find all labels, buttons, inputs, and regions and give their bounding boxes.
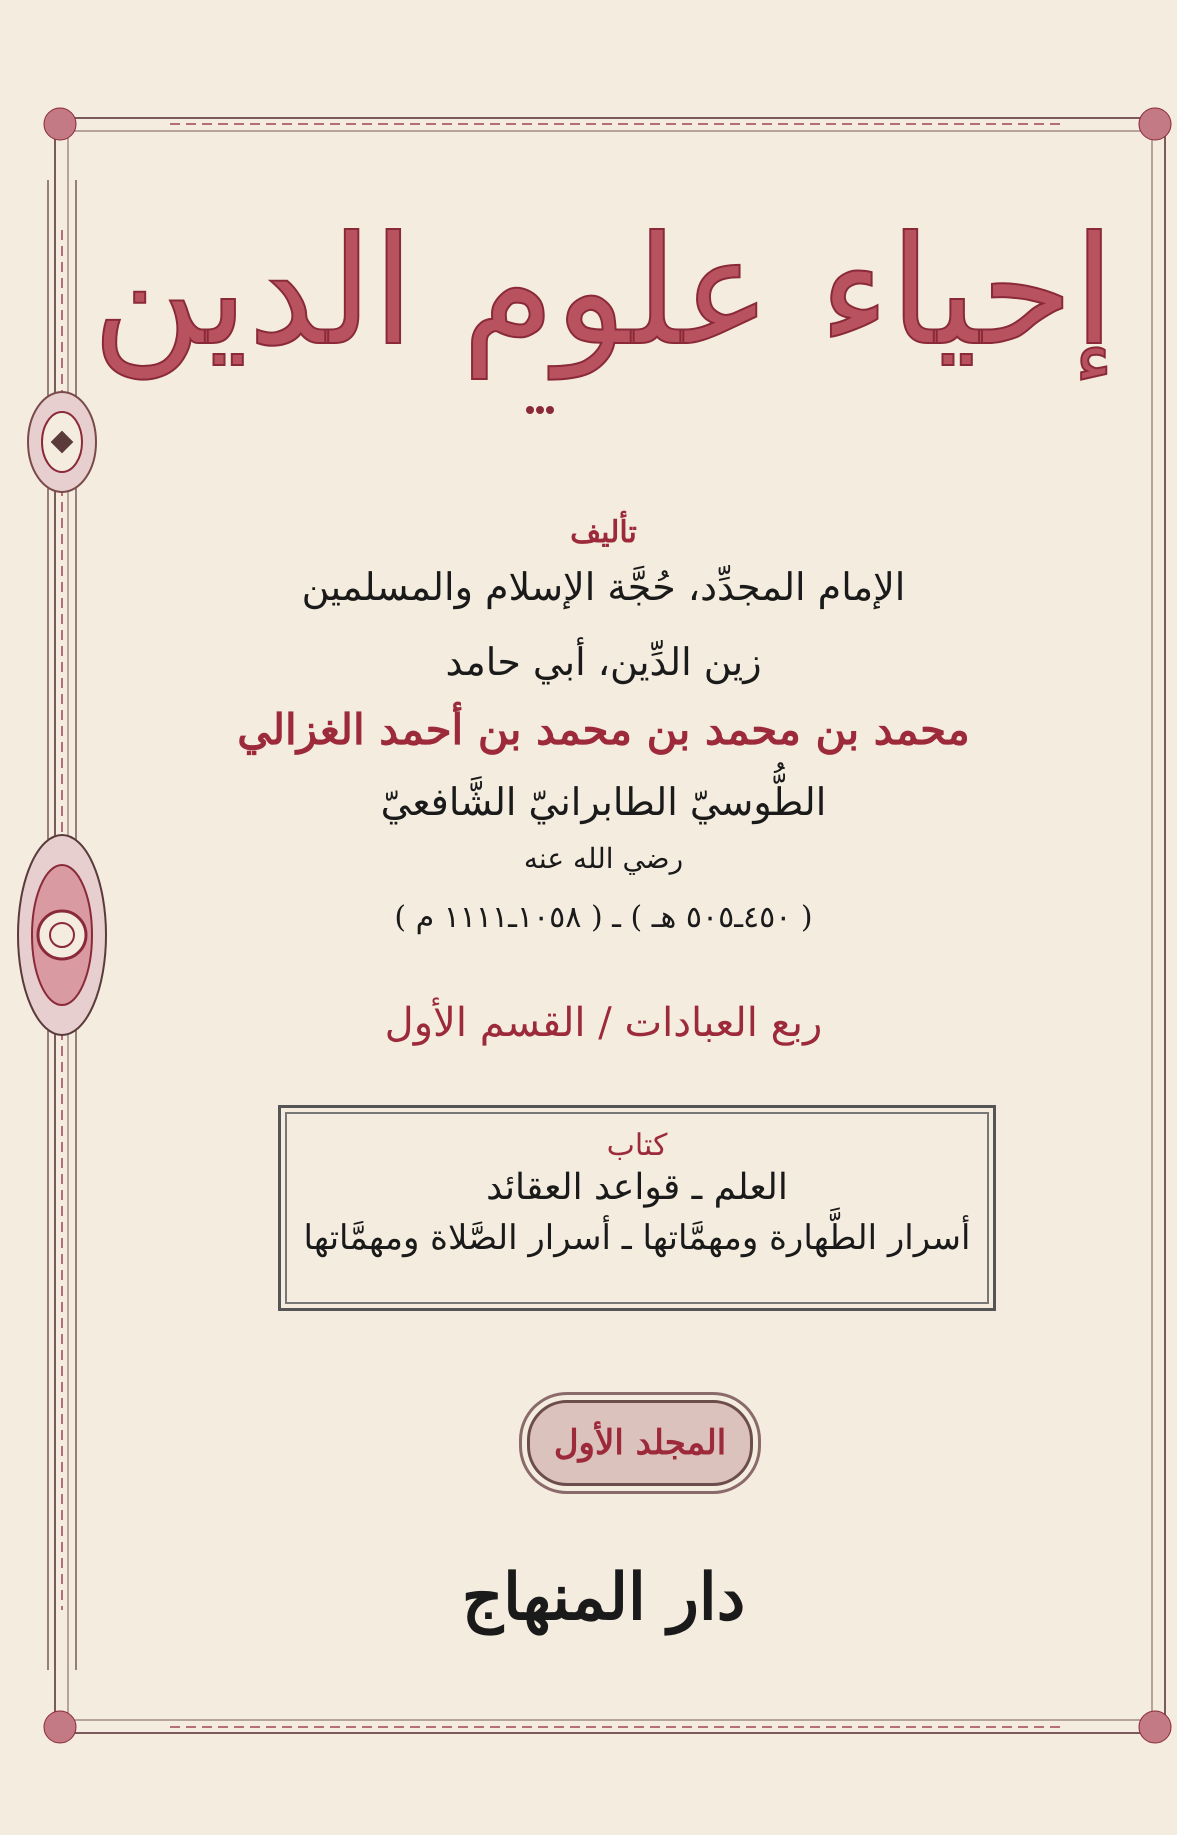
book-label: كتاب xyxy=(606,1128,668,1163)
corner-ornament-icon xyxy=(44,1711,76,1743)
medallion-upper-icon xyxy=(28,392,96,492)
corner-ornament-icon xyxy=(1139,108,1171,140)
author-dates: ( ٤٥٠ـ٥٠٥ هـ ) ـ ( ١٠٥٨ـ١١١١ م ) xyxy=(394,900,813,935)
book-contents-box xyxy=(278,1105,996,1311)
author-name: محمد بن محمد بن محمد بن أحمد الغزالي xyxy=(237,705,970,754)
author-blessing: رضي الله عنه xyxy=(523,842,684,875)
author-nisba: الطُّوسيّ الطابرانيّ الشَّافعيّ xyxy=(380,780,827,824)
authorship-label: تأليف xyxy=(570,515,637,550)
volume-badge xyxy=(527,1400,753,1486)
publisher-name: دار المنهاج xyxy=(461,1560,746,1635)
book-contents-line-1: العلم ـ قواعد العقائد xyxy=(486,1167,788,1208)
book-contents-line-2: أسرار الطَّهارة ومهمَّاتها ـ أسرار الصَّلاة ومهمَّاتها xyxy=(303,1218,971,1258)
corner-ornament-icon xyxy=(44,108,76,140)
book-title: إحياء علوم الدين xyxy=(92,205,1115,379)
corner-ornament-icon xyxy=(1139,1711,1171,1743)
title-ornament-icon xyxy=(526,406,554,414)
quarter-section: ربع العبادات / القسم الأول xyxy=(384,1000,823,1046)
author-line-1: الإمام المجدِّد، حُجَّة الإسلام والمسلمين xyxy=(301,565,906,609)
author-line-2: زين الدِّين، أبي حامد xyxy=(445,640,762,684)
volume-label: المجلد الأول xyxy=(553,1423,727,1463)
